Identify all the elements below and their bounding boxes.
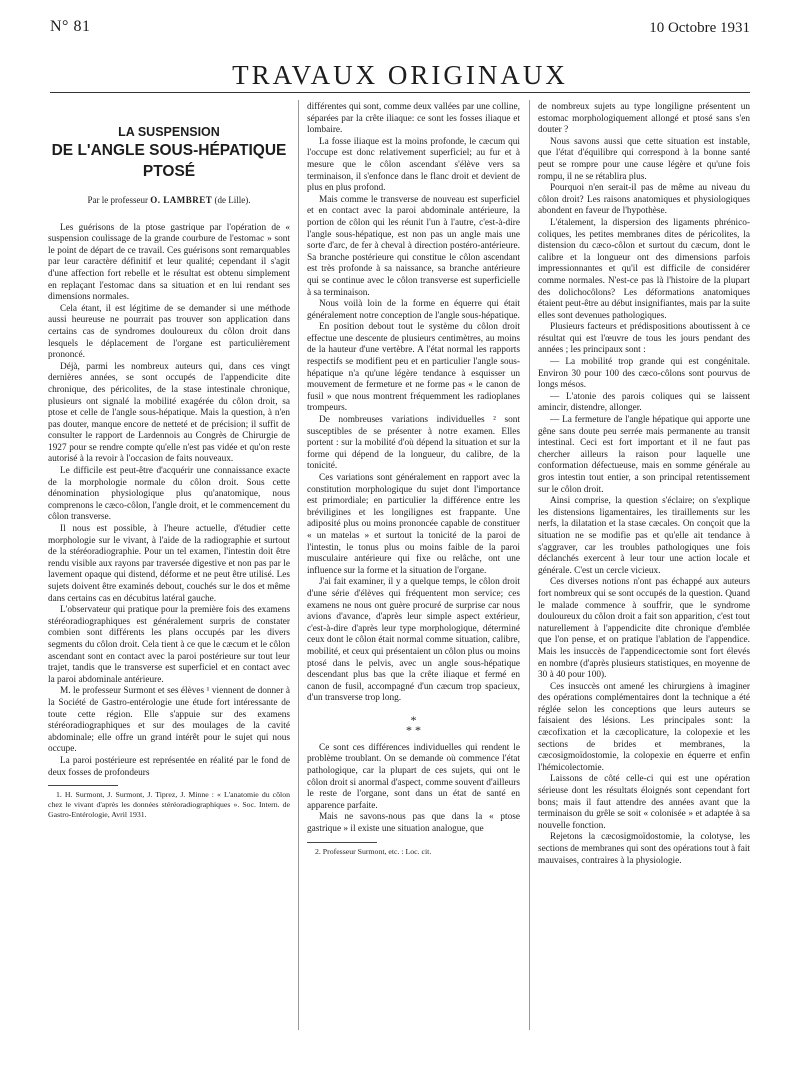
footnote: 1. H. Surmont, J. Surmont, J. Tiprez, J. Minne : « L'anatomie du côlon chez le vivant d'après les données stéréoradiographiques ». Soc. Intern. de Gastro-Entérologie, Avril 1931.: [48, 790, 290, 819]
paragraph: Mais comme le transverse de nouveau est superficiel et en contact avec la paroi abdominale antérieure, la portion de côlon qui les réunit l'un à l'autre, c'est-à-dire l'angle sous-hépatique, est non pas un angle mais une sorte d'arc, de fer à cheval à direction postéro-antérieure. Sa branche postérieure qui constitue le côlon ascendant est très profonde à sa naissance, sa branche antérieure qui se continue avec le côlon transverse est superficielle à sa terminaison.: [307, 194, 520, 298]
paragraph: Les guérisons de la ptose gastrique par l'opération de « suspension coulissage de la grande courbure de l'estomac » sont le point de départ de ce travail. Ces guérisons sont remarquables par leur caractère définitif et leur qualité; cependant il s'agit d'une affection fort rebelle et le résultat est obtenu simplement en replaçant l'estomac dans sa situation et en lui rendant ses dimensions normales.: [48, 222, 290, 303]
paragraph: M. le professeur Surmont et ses élèves ¹ viennent de donner à la Société de Gastro-entérologie une étude fort intéressante de toute cette région. Elle s'appuie sur des examens stéréoradiographiques et sur des moulages de la cavité abdominale; elle offre un grand intérêt pour le sujet qui nous occupe.: [48, 686, 290, 755]
paragraph: J'ai fait examiner, il y a quelque temps, le côlon droit d'une série d'élèves qui fréquentent mon service; ces examens ne nous ont guère procuré de surprise car nous avions d'avance, d'après leur simple aspect extérieur, c'est-à-dire d'après leur type morphologique, déterminé ceux dont le côlon était normal comme situation, calibre, mobilité, et ceux qui présentaient un côlon plus ou moins ptosé dans le pelvis, avec un angle sous-hépatique descendant plus bas que la crête iliaque et fermé en canon de fusil, accompagné d'un cæcum trop spacieux, d'un transverse trop long.: [307, 577, 520, 704]
paragraph: Pourquoi n'en serait-il pas de même au niveau du côlon droit? Les raisons anatomiques et physiologiques abondent en faveur de l'hypothèse.: [538, 183, 750, 217]
byline-prefix: Par le professeur: [87, 195, 148, 205]
footnote-rule: [307, 842, 377, 843]
author-name: O. LAMBRET: [150, 195, 213, 205]
footnote: 2. Professeur Surmont, etc. : Loc. cit.: [315, 846, 432, 856]
issue-date: 10 Octobre 1931: [649, 20, 750, 36]
article-title: [48, 124, 290, 183]
article-title-line-1: LA SUSPENSION: [118, 125, 220, 139]
byline: [48, 195, 290, 207]
paragraph: Le difficile est peut-être d'acquérir une connaissance exacte de la morphologie normale du côlon droit. Sous cette dénomination physiologique plus qu'anatomique, nous comprenons le cæco-côlon, l'angle droit, et le commencement du côlon transverse.: [48, 466, 290, 523]
footnote-rule: [48, 785, 118, 786]
article-title-line-2: DE L'ANGLE SOUS-HÉPATIQUE: [51, 142, 287, 159]
paragraph: L'étalement, la dispersion des ligaments phrénico-coliques, les petites membranes dites de péricolites, la distension du cæco-côlon et surtout du cæcum, dont le calibre et la longueur ont des dimensions parfois impressionnantes et qu'il est difficile de considérer comme normales. N'est-ce pas là l'histoire de la plupart des dolichocôlons? Les déformations anatomiques étaient peut-être au début insignifiantes, mais par la suite elles sont devenues pathologiques.: [538, 217, 750, 321]
paragraph: De nombreuses variations individuelles ² sont susceptibles de se présenter à notre examen. Elles portent : sur la mobilité d'où dépend la situation et sur la forme qui dépend de la longueur, du calibre, de la tonicité.: [307, 415, 520, 472]
paragraph: Ces diverses notions n'ont pas échappé aux auteurs fort nombreux qui se sont occupés de la question. Quand le malade commence à souffrir, que le syndrome douloureux du côlon droit a fait son apparition, c'est tout naturellement à l'appendicite dite chronique d'emblée que l'on pense, et on pratique l'ablation de l'appendice. Mais les insuccès de l'appendicectomie sont fort élevés en nombre (d'après plusieurs statistiques, en moyenne de 30 à 40 pour 100).: [538, 577, 750, 681]
paragraph: La fosse iliaque est la moins profonde, le cæcum qui l'occupe est donc relativement superficiel; au fur et à mesure que le côlon ascendant s'élève vers sa terminaison, il s'enfonce dans le flanc droit et devient de plus en plus profond.: [307, 136, 520, 194]
paragraph: — La mobilité trop grande qui est congénitale. Environ 30 pour 100 des cæco-côlons sont pourvus de longs mésos.: [538, 357, 750, 391]
column-2: [307, 102, 520, 856]
paragraph: Laissons de côté celle-ci qui est une opération sérieuse dont les résultats éloignés sont cependant fort bons; mais il faut attendre des années avant que la terminaison du grêle se soit « colonisée » et adaptée à sa nouvelle fonction.: [538, 774, 750, 831]
paragraph: — La fermeture de l'angle hépatique qui apporte une gêne sans doute peu serrée mais permanente au transit intestinal. Ceci est fort important et il ne faut pas chercher ailleurs la raison pour laquelle une conformation défectueuse, mais en somme générale au gros intestin tout entier, a son principal retentissement sur le côlon droit.: [538, 415, 750, 495]
paragraph: Plusieurs facteurs et prédispositions aboutissent à ce résultat qui est l'œuvre de tous les jours pendant des années ; les principaux sont :: [538, 322, 750, 356]
column-divider: [298, 100, 299, 1030]
issue-number: N° 81: [50, 18, 91, 35]
paragraph: Ces variations sont généralement en rapport avec la constitution morphologique du sujet dont l'importance est primordiale; en particulier la différence entre les bréviligines et les longilignes est frappante. Une adiposité plus ou moins prononcée capable de constituer « un matelas » et surtout la tonicité de la paroi de l'intestin, le tonus plus ou moins faible de la paroi musculaire antérieure qui fixe ou relâche, ont une influence sur la forme et la situation de l'organe.: [307, 473, 520, 576]
article-title-line-3: PTOSÉ: [142, 163, 196, 180]
paragraph: L'observateur qui pratique pour la première fois des examens stéréoradiographiques est généralement surpris de constater combien sont différents les plans occupés par les divers segments du côlon droit. Cela tient à ce que le cæcum et le côlon ascendant sont en contact avec la paroi postérieure sur tout leur trajet, tandis que le transverse est superficiel et en contact avec la paroi abdominale antérieure.: [48, 605, 290, 685]
paragraph: Cela étant, il est légitime de se demander si une méthode aussi heureuse ne pourrait pas trouver son application dans certains cas de syndromes douloureux du côlon droit dans lesquels le déplacement de l'organe est particulièrement prononcé.: [48, 303, 290, 361]
paragraph: Nous voilà loin de la forme en équerre qui était généralement notre conception de l'angle sous-hépatique.: [307, 299, 520, 321]
paragraph: Ainsi comprise, la question s'éclaire; on s'explique les distensions ligamentaires, les tiraillements sur les nerfs, la dilatation et la stase cæcales. On conçoit que la situation ne se modifie pas et qu'elle ait tendance à s'aggraver, car les troubles pathologiques une fois déclanchés exercent à leur tour une action locale et générale. C'est un cercle vicieux.: [538, 496, 750, 576]
column-3: [538, 102, 750, 867]
paragraph: Rejetons la cæcosigmoïdostomie, la colotyse, les sections de membranes qui sont des opérations tout à fait mauvaises, contraires à la physiologie.: [538, 832, 750, 866]
paragraph: de nombreux sujets au type longiligne présentent un estomac morphologiquement allongé et ptosé sans s'en douter ?: [538, 102, 750, 136]
column-divider: [529, 100, 530, 1030]
paragraph: Mais ne savons-nous pas que dans la « ptose gastrique » il existe une situation analogue, que: [307, 812, 520, 835]
paragraph: Il nous est possible, à l'heure actuelle, d'étudier cette morphologie sur le vivant, à l'aide de la radiographie et surtout de la stéréoradiographie. Pour un tel examen, l'intestin doit être rendu visible aux rayons par traversée digestive et non pas par le lavement opaque qui distend, déforme et ne peut être utilisé. Les sujets doivent être examinés debout, couchés sur le dos et même dans certains cas en décubitus latéral gauche.: [48, 524, 290, 604]
paragraph: Déjà, parmi les nombreux auteurs qui, dans ces vingt dernières années, se sont occupés de l'appendicite dite chronique, des péricolites, de la stase intestinale chronique, plusieurs ont signalé la mobilité exagérée du côlon droit, sa ptose et celle de l'angle sous-hépatique. Mais la question, à n'en pas douter, manque encore de netteté et de précision; il suffit de consulter le rapport de Lardennois au Congrès de Chirurgie de 1927 pour se rendre compte qu'elle n'est pas vidée et qu'on reste autorisé à la revoir à l'occasion de faits nouveaux.: [48, 361, 290, 465]
paragraph: En position debout tout le système du côlon droit effectue une descente de plusieurs centimètres, au moins de la hauteur d'une vertèbre. A l'état normal les rapports respectifs se modifient peu et en particulier l'angle sous-hépatique n'a qu'une légère tendance à esquisser un mouvement de fermeture et ne forme pas « le canon de fusil » que nous montrent fréquemment les radioplanes trompeurs.: [307, 322, 520, 414]
paragraph: Ce sont ces différences individuelles qui rendent le problème troublant. On se demande où commence l'état pathologique, car la plupart de ces sujets, qui ont le côlon droit si anormal d'aspect, comme souvent d'ailleurs le reste de l'organe, sont dans un état de santé en apparence parfaite.: [307, 742, 520, 811]
paragraph: Nous savons aussi que cette situation est instable, que l'état d'équilibre qui correspond à la bonne santé peut se rompre pour une cause légère et qu'une fois rompu, il ne se rétablira plus.: [538, 136, 750, 182]
asterism: * * *: [406, 712, 421, 737]
paragraph: La paroi postérieure est représentée en réalité par le fond de deux fosses de profondeurs: [48, 755, 290, 778]
paragraph: différentes qui sont, comme deux vallées par une colline, séparées par la crête iliaque: ce sont les fosses iliaque et lombaire.: [307, 102, 520, 136]
column-1: [48, 106, 290, 819]
paragraph: Ces insuccès ont amené les chirurgiens à imaginer des opérations complémentaires dont la technique a été réglée selon les conceptions que leurs auteurs se faisaient des lésions. Les principales sont: la cæcofixation et la cæcoplicature, la colopexie et les sections de brides et membranes, la cæcosigmoïdostomie, la colopexie en équerre et enfin l'hémicolectomie.: [538, 681, 750, 773]
section-title: TRAVAUX ORIGINAUX: [232, 60, 568, 90]
paragraph: — L'atonie des parois coliques qui se laissent amincir, distendre, allonger.: [538, 391, 750, 414]
author-affiliation: (de Lille).: [214, 195, 251, 205]
header-rule: [50, 92, 750, 93]
